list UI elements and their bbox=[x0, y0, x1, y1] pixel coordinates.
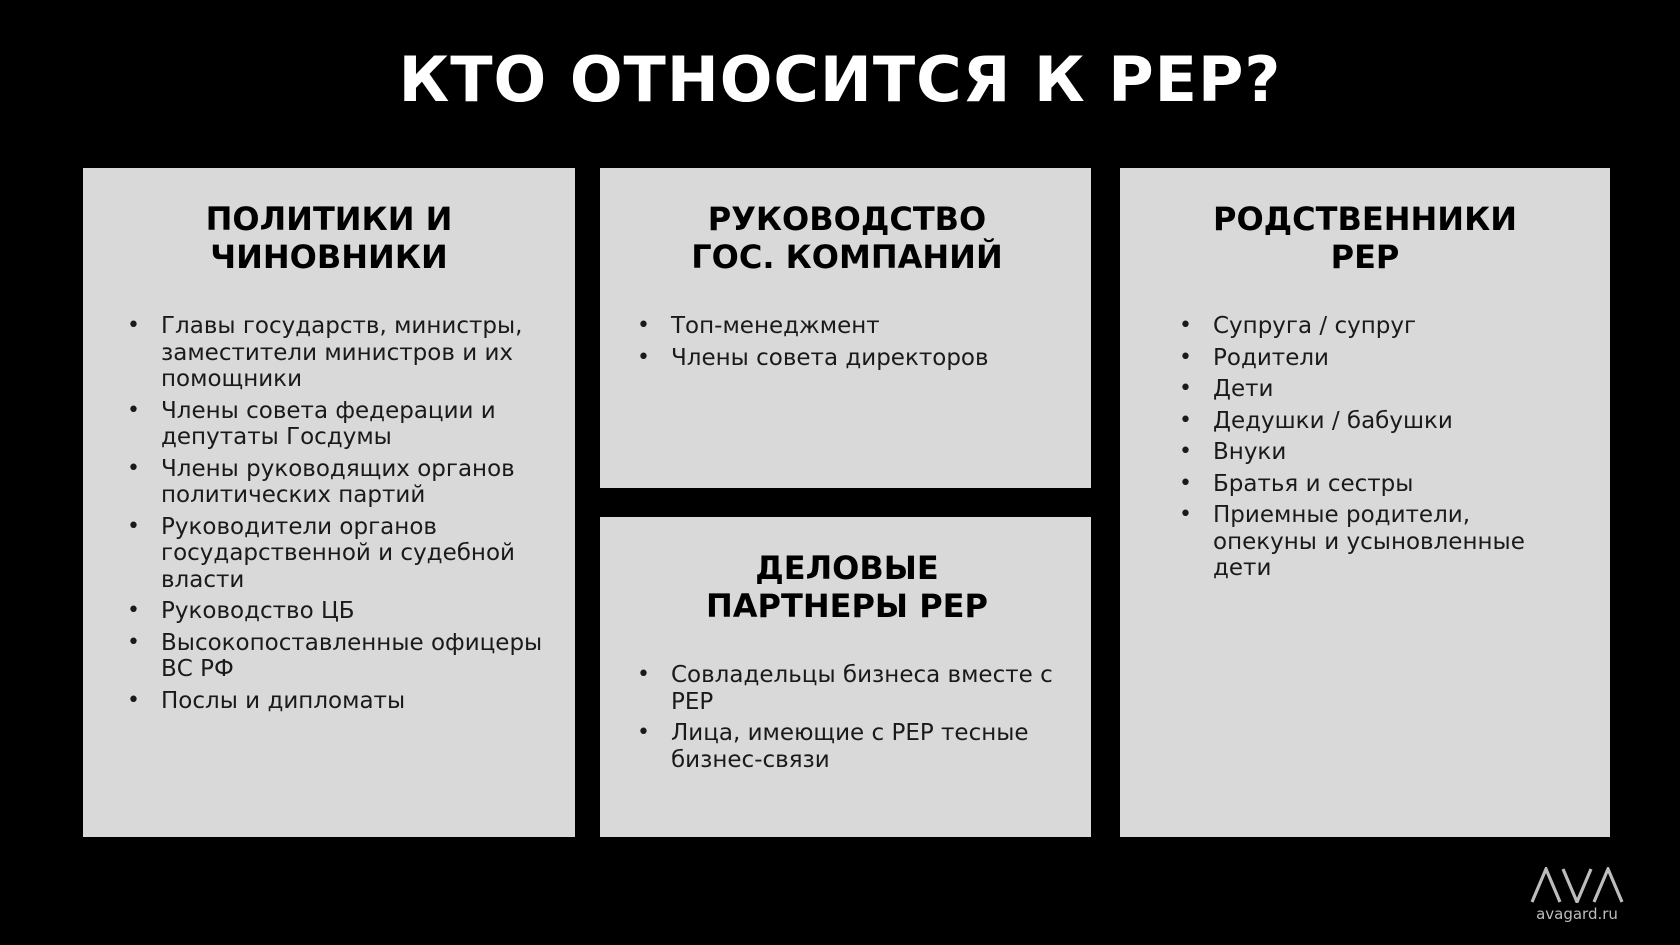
card-title-line: ДЕЛОВЫЕ bbox=[755, 549, 939, 587]
list-item: • Члены совета федерации и депутаты Госдумы bbox=[123, 398, 545, 451]
card-title bbox=[1150, 200, 1580, 276]
list-item: • Дедушки / бабушки bbox=[1175, 408, 1580, 435]
list-item: • Лица, имеющие с РЕР тесные бизнес-связи bbox=[633, 720, 1061, 773]
card-title-line: РУКОВОДСТВО bbox=[707, 200, 987, 238]
list-item: • Руководство ЦБ bbox=[123, 598, 545, 625]
card-title-line: РОДСТВЕННИКИ bbox=[1213, 200, 1517, 238]
card-title-line: ГОС. КОМПАНИЙ bbox=[691, 238, 1003, 276]
card-state-companies bbox=[600, 168, 1091, 488]
list-item: • Родители bbox=[1175, 345, 1580, 372]
list-item: • Топ-менеджмент bbox=[633, 313, 1061, 340]
card-title-line: РЕР bbox=[1330, 238, 1400, 276]
card-business-partners bbox=[600, 517, 1091, 837]
card-title-line: ПОЛИТИКИ И bbox=[205, 200, 453, 238]
brand-logo bbox=[1530, 867, 1624, 923]
card-title bbox=[633, 200, 1061, 276]
list-item: • Руководители органов государственной и судебной власти bbox=[123, 514, 545, 594]
list-item: • Послы и дипломаты bbox=[123, 688, 545, 715]
list-item: • Приемные родители, опекуны и усыновленные дети bbox=[1175, 502, 1580, 582]
card-title-line: ПАРТНЕРЫ РЕР bbox=[706, 587, 988, 625]
ava-logo-icon bbox=[1530, 867, 1624, 903]
card-politicians bbox=[83, 168, 575, 837]
card-title-line: ЧИНОВНИКИ bbox=[210, 238, 448, 276]
list-item: • Главы государств, министры, заместители министров и их помощники bbox=[123, 313, 545, 393]
site-url: avagard.ru bbox=[1536, 905, 1618, 923]
page-title: КТО ОТНОСИТСЯ К РЕР? bbox=[398, 43, 1282, 116]
list-item: • Дети bbox=[1175, 376, 1580, 403]
list-item: • Члены руководящих органов политических партий bbox=[123, 456, 545, 509]
bullet-list bbox=[1175, 313, 1580, 582]
list-item: • Внуки bbox=[1175, 439, 1580, 466]
bullet-list bbox=[633, 662, 1061, 773]
list-item: • Члены совета директоров bbox=[633, 345, 1061, 372]
card-title bbox=[113, 200, 545, 276]
list-item: • Высокопоставленные офицеры ВС РФ bbox=[123, 630, 545, 683]
list-item: • Братья и сестры bbox=[1175, 471, 1580, 498]
bullet-list bbox=[123, 313, 545, 714]
list-item: • Супруга / супруг bbox=[1175, 313, 1580, 340]
bullet-list bbox=[633, 313, 1061, 371]
card-title bbox=[633, 549, 1061, 625]
card-relatives bbox=[1120, 168, 1610, 837]
list-item: • Совладельцы бизнеса вместе с РЕР bbox=[633, 662, 1061, 715]
